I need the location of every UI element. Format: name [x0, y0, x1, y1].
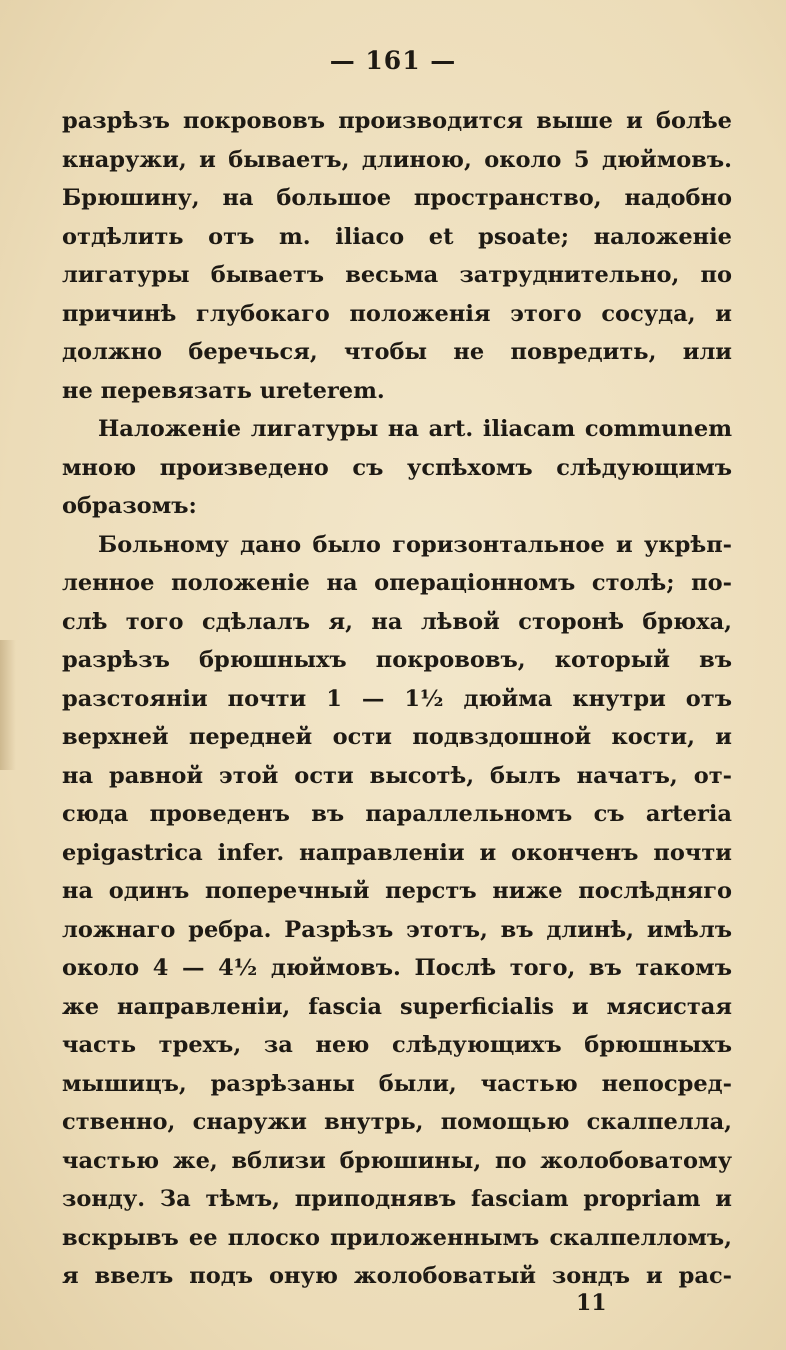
- text-line: разрѣзъ покрововъ производится выше и болѣе: [62, 108, 732, 134]
- text-line: мною произведено съ успѣхомъ слѣдующимъ: [62, 454, 732, 481]
- text-line: образомъ:: [62, 493, 197, 519]
- text-line: разрѣзъ брюшныхъ покрововъ, который въ: [62, 647, 732, 673]
- paragraph-1: [62, 102, 732, 410]
- paragraph-3: [62, 526, 732, 1296]
- text-line: сюда проведенъ въ параллельномъ съ arteria: [62, 801, 732, 827]
- text-line: около 4 — 4½ дюймовъ. Послѣ того, въ такомъ: [62, 955, 732, 981]
- text-line: вскрывъ ее плоско приложеннымъ скалпелломъ,: [62, 1224, 732, 1251]
- text-line: Брюшину, на большое пространство, надобно: [62, 185, 732, 211]
- text-line: я ввелъ подъ оную жолобоватый зондъ и рас-: [62, 1263, 732, 1289]
- text-line: частью же, вблизи брюшины, по жолобоватому: [62, 1147, 732, 1174]
- text-line: на одинъ поперечный перстъ ниже послѣдняго: [62, 878, 732, 904]
- text-line: ленное положеніе на операціонномъ столѣ; по-: [62, 570, 732, 596]
- text-line: должно беречься, чтобы не повредить, или: [62, 339, 732, 365]
- text-line: epigastrica infer. направленіи и оконченъ почти: [62, 839, 732, 866]
- text-line: причинѣ глубокаго положенія этого сосуда, и: [62, 300, 732, 327]
- text-line: ственно, снаружи внутрь, помощью скалпелла,: [62, 1109, 732, 1135]
- text-line: разстояніи почти 1 — 1½ дюйма кнутри отъ: [62, 685, 732, 712]
- text-line: отдѣлить отъ m. iliaco et psoate; наложеніе: [62, 223, 732, 250]
- text-line: не перевязать ureterem.: [62, 377, 385, 404]
- text-line: лигатуры бываетъ весьма затруднительно, по: [62, 262, 732, 288]
- text-line: верхней передней ости подвздошной кости, и: [62, 724, 732, 750]
- text-line: Больному дано было горизонтальное и укрѣп-: [98, 531, 732, 558]
- body-text: [62, 102, 732, 1296]
- text-line: кнаружи, и бываетъ, длиною, около 5 дюймовъ.: [62, 146, 732, 173]
- text-line: Наложеніе лигатуры на art. iliacam communem: [98, 416, 732, 442]
- printer-signature-mark: 11: [576, 1290, 607, 1316]
- text-line: на равной этой ости высотѣ, былъ начатъ, от-: [62, 762, 732, 789]
- text-line: слѣ того сдѣлалъ я, на лѣвой сторонѣ брюха,: [62, 608, 732, 635]
- text-line: же направленіи, fascia superficialis и мясистая: [62, 993, 732, 1020]
- text-line: часть трехъ, за нею слѣдующихъ брюшныхъ: [62, 1032, 732, 1058]
- text-line: мышицъ, разрѣзаны были, частью непосред-: [62, 1070, 732, 1097]
- text-line: ложнаго ребра. Разрѣзъ этотъ, въ длинѣ, имѣлъ: [62, 916, 732, 943]
- text-line: зонду. За тѣмъ, приподнявъ fasciam propriam и: [62, 1186, 732, 1212]
- page-number: — 161 —: [329, 46, 457, 75]
- page-edge-stain: [0, 640, 16, 770]
- paragraph-2: [62, 410, 732, 526]
